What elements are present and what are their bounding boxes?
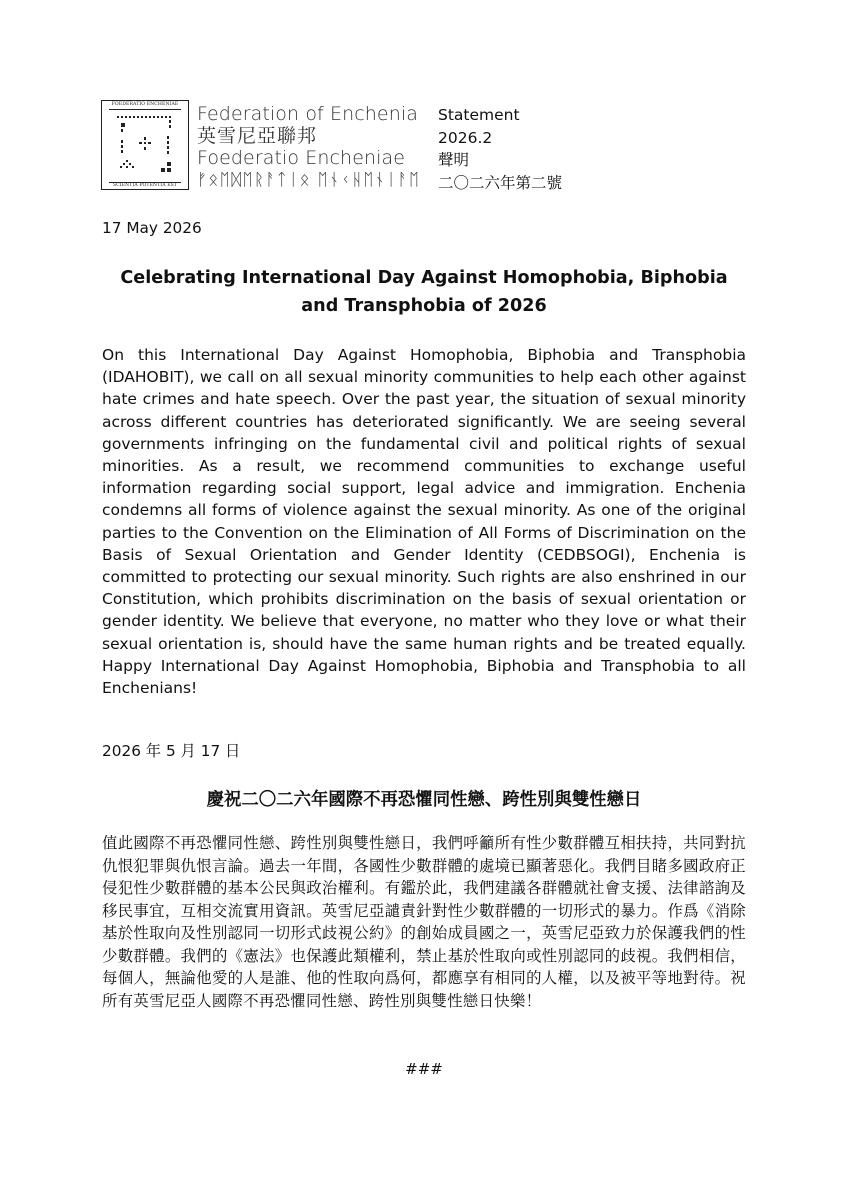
english-title-line2: and Transphobia of 2026 bbox=[301, 296, 547, 316]
seal-emblem bbox=[109, 109, 181, 183]
federation-seal bbox=[101, 100, 189, 190]
english-body: On this International Day Against Homophobia, Biphobia and Transphobia (IDAHOBIT), we call on all sexual minority communities to help each other against hate crimes and hate speech. Over the past year, the situation of sexual minority across different countries has deteriorated significantly. We are seeing several governments infringing on the fundamental civil and political rights of sexual minorities. As a result, we recommend communities to exchange useful information regarding social support, legal advice and immigration. Enchenia condemns all forms of violence against the sexual minority. As one of the original parties to the Convention on the Elimination of All Forms of Discrimination on the Basis of Sexual Orientation and Gender Identity (CEDBSOGI), Enchenia is committed to protecting our sexual minority. Such rights are also enshrined in our Constitution, which prohibits discrimination on the basis of sexual orientation or gender identity. We believe that everyone, no matter who they love or what their sexual orientation is, should have the same human rights and be treated equally. Happy International Day Against Homophobia, Biphobia and Transphobia to all Enchenians! bbox=[102, 346, 746, 698]
seal-top-text: FOEDERATIO ENCHENIAE bbox=[111, 102, 179, 107]
statement-label-en: Statement bbox=[438, 106, 520, 124]
statement-number-zh: 二〇二六年第二號 bbox=[438, 173, 563, 192]
chinese-title: 慶祝二〇二六年國際不再恐懼同性戀、跨性別與雙性戀日 bbox=[206, 790, 642, 810]
statement-label-zh: 聲明 bbox=[438, 151, 470, 169]
name-english: Federation of Enchenia bbox=[197, 103, 418, 125]
english-title bbox=[102, 264, 746, 320]
end-mark: ### bbox=[405, 1060, 443, 1078]
chinese-body: 值此國際不再恐懼同性戀、跨性別與雙性戀日，我們呼籲所有性少數群體互相扶持，共同對抗仇恨犯罪與仇恨言論。過去一年間，各國性少數群體的處境已顯著惡化。我們目睹多國政府正侵犯性少數群體的基本公民與政治權利。有鑑於此，我們建議各群體就社會支援、法律諮詢及移民事宜，互相交流實用資訊。英雪尼亞譴責針對性少數群體的一切形式的暴力。作爲《消除基於性取向及性別認同一切形式歧視公約》的創始成員國之一，英雪尼亞致力於保護我們的性少數群體。我們的《憲法》也保護此類權利，禁止基於性取向或性別認同的歧視。我們相信，每個人，無論他愛的人是誰、他的性取向爲何，都應享有相同的人權，以及被平等地對待。祝所有英雪尼亞人國際不再恐懼同性戀、跨性別與雙性戀日快樂！ bbox=[102, 834, 746, 1010]
name-runic: ᚠᛟᛖᛞᛖᚱᚨᛏᛁᛟ ᛖᚾᚲᚺᛖᚾᛁᚨᛖ bbox=[197, 170, 421, 189]
seal-bottom-text: SCIENTIA POTENTIA EST bbox=[112, 183, 178, 188]
english-date: 17 May 2026 bbox=[102, 219, 202, 237]
name-chinese: 英雪尼亞聯邦 bbox=[197, 125, 318, 147]
statement-meta bbox=[438, 104, 562, 194]
chinese-date: 2026 年 5 月 17 日 bbox=[102, 742, 241, 760]
statement-number-en: 2026.2 bbox=[438, 128, 493, 147]
seal-emblem-icon bbox=[109, 110, 181, 182]
letterhead bbox=[101, 100, 761, 192]
english-title-line1: Celebrating International Day Against Homophobia, Biphobia bbox=[120, 268, 728, 288]
federation-names bbox=[197, 103, 437, 191]
name-latin: Foederatio Encheniae bbox=[197, 147, 406, 169]
